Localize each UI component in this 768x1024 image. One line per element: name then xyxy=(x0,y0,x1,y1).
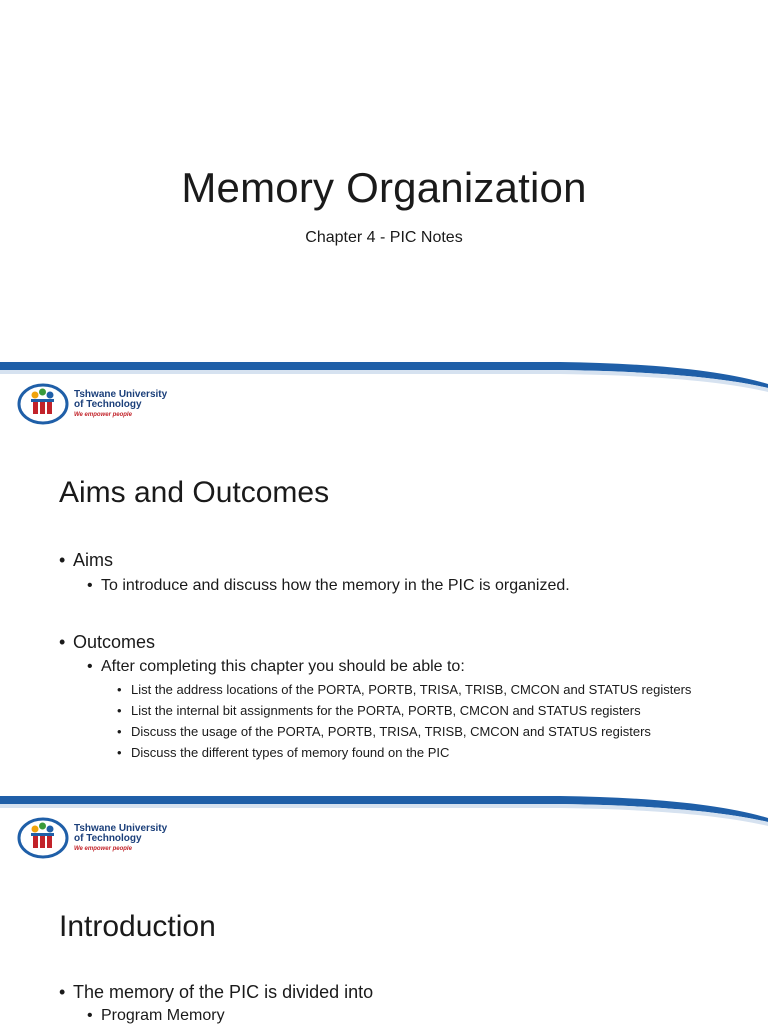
outcomes-label: • Outcomes xyxy=(59,632,721,653)
university-crest-icon xyxy=(17,814,69,860)
slide-title: Memory Organization xyxy=(181,164,587,211)
tut-logo xyxy=(17,380,177,426)
outcomes-intro: • After completing this chapter you should be able to: xyxy=(87,658,721,676)
logo-name xyxy=(74,390,167,410)
logo-name-line2: of Technology xyxy=(74,833,142,844)
logo-tagline: We empower people xyxy=(74,846,132,852)
university-crest-icon xyxy=(17,380,69,426)
logo-name-line2: of Technology xyxy=(74,399,142,410)
slide-subtitle: Chapter 4 - PIC Notes xyxy=(305,229,463,246)
intro-subitem: • Program Memory xyxy=(87,1007,373,1024)
slide-title: Aims and Outcomes xyxy=(59,476,330,509)
aims-item: • To introduce and discuss how the memory in the PIC is organized. xyxy=(87,577,570,595)
outcome-item: • Discuss the usage of the PORTA, PORTB, TRISA, TRISB, CMCON and STATUS registers xyxy=(117,723,721,740)
outcomes-list xyxy=(59,632,721,761)
slide-title: Introduction xyxy=(59,910,216,943)
logo-name-line1: Tshwane University xyxy=(74,389,168,400)
introduction-slide xyxy=(0,796,768,1024)
aims-slide xyxy=(0,362,768,796)
outcome-item: • Discuss the different types of memory found on the PIC xyxy=(117,744,721,761)
intro-list xyxy=(59,982,373,1024)
title-slide xyxy=(0,0,768,362)
aims-list xyxy=(59,550,570,595)
intro-item: • The memory of the PIC is divided into xyxy=(59,982,373,1003)
logo-name-line1: Tshwane University xyxy=(74,823,168,834)
tut-logo xyxy=(17,814,177,860)
outcome-item: • List the address locations of the PORTA, PORTB, TRISA, TRISB, CMCON and STATUS registers xyxy=(117,681,721,698)
outcome-item: • List the internal bit assignments for the PORTA, PORTB, CMCON and STATUS registers xyxy=(117,702,721,719)
logo-name xyxy=(74,824,167,844)
logo-tagline: We empower people xyxy=(74,412,132,418)
aims-label: • Aims xyxy=(59,550,570,571)
